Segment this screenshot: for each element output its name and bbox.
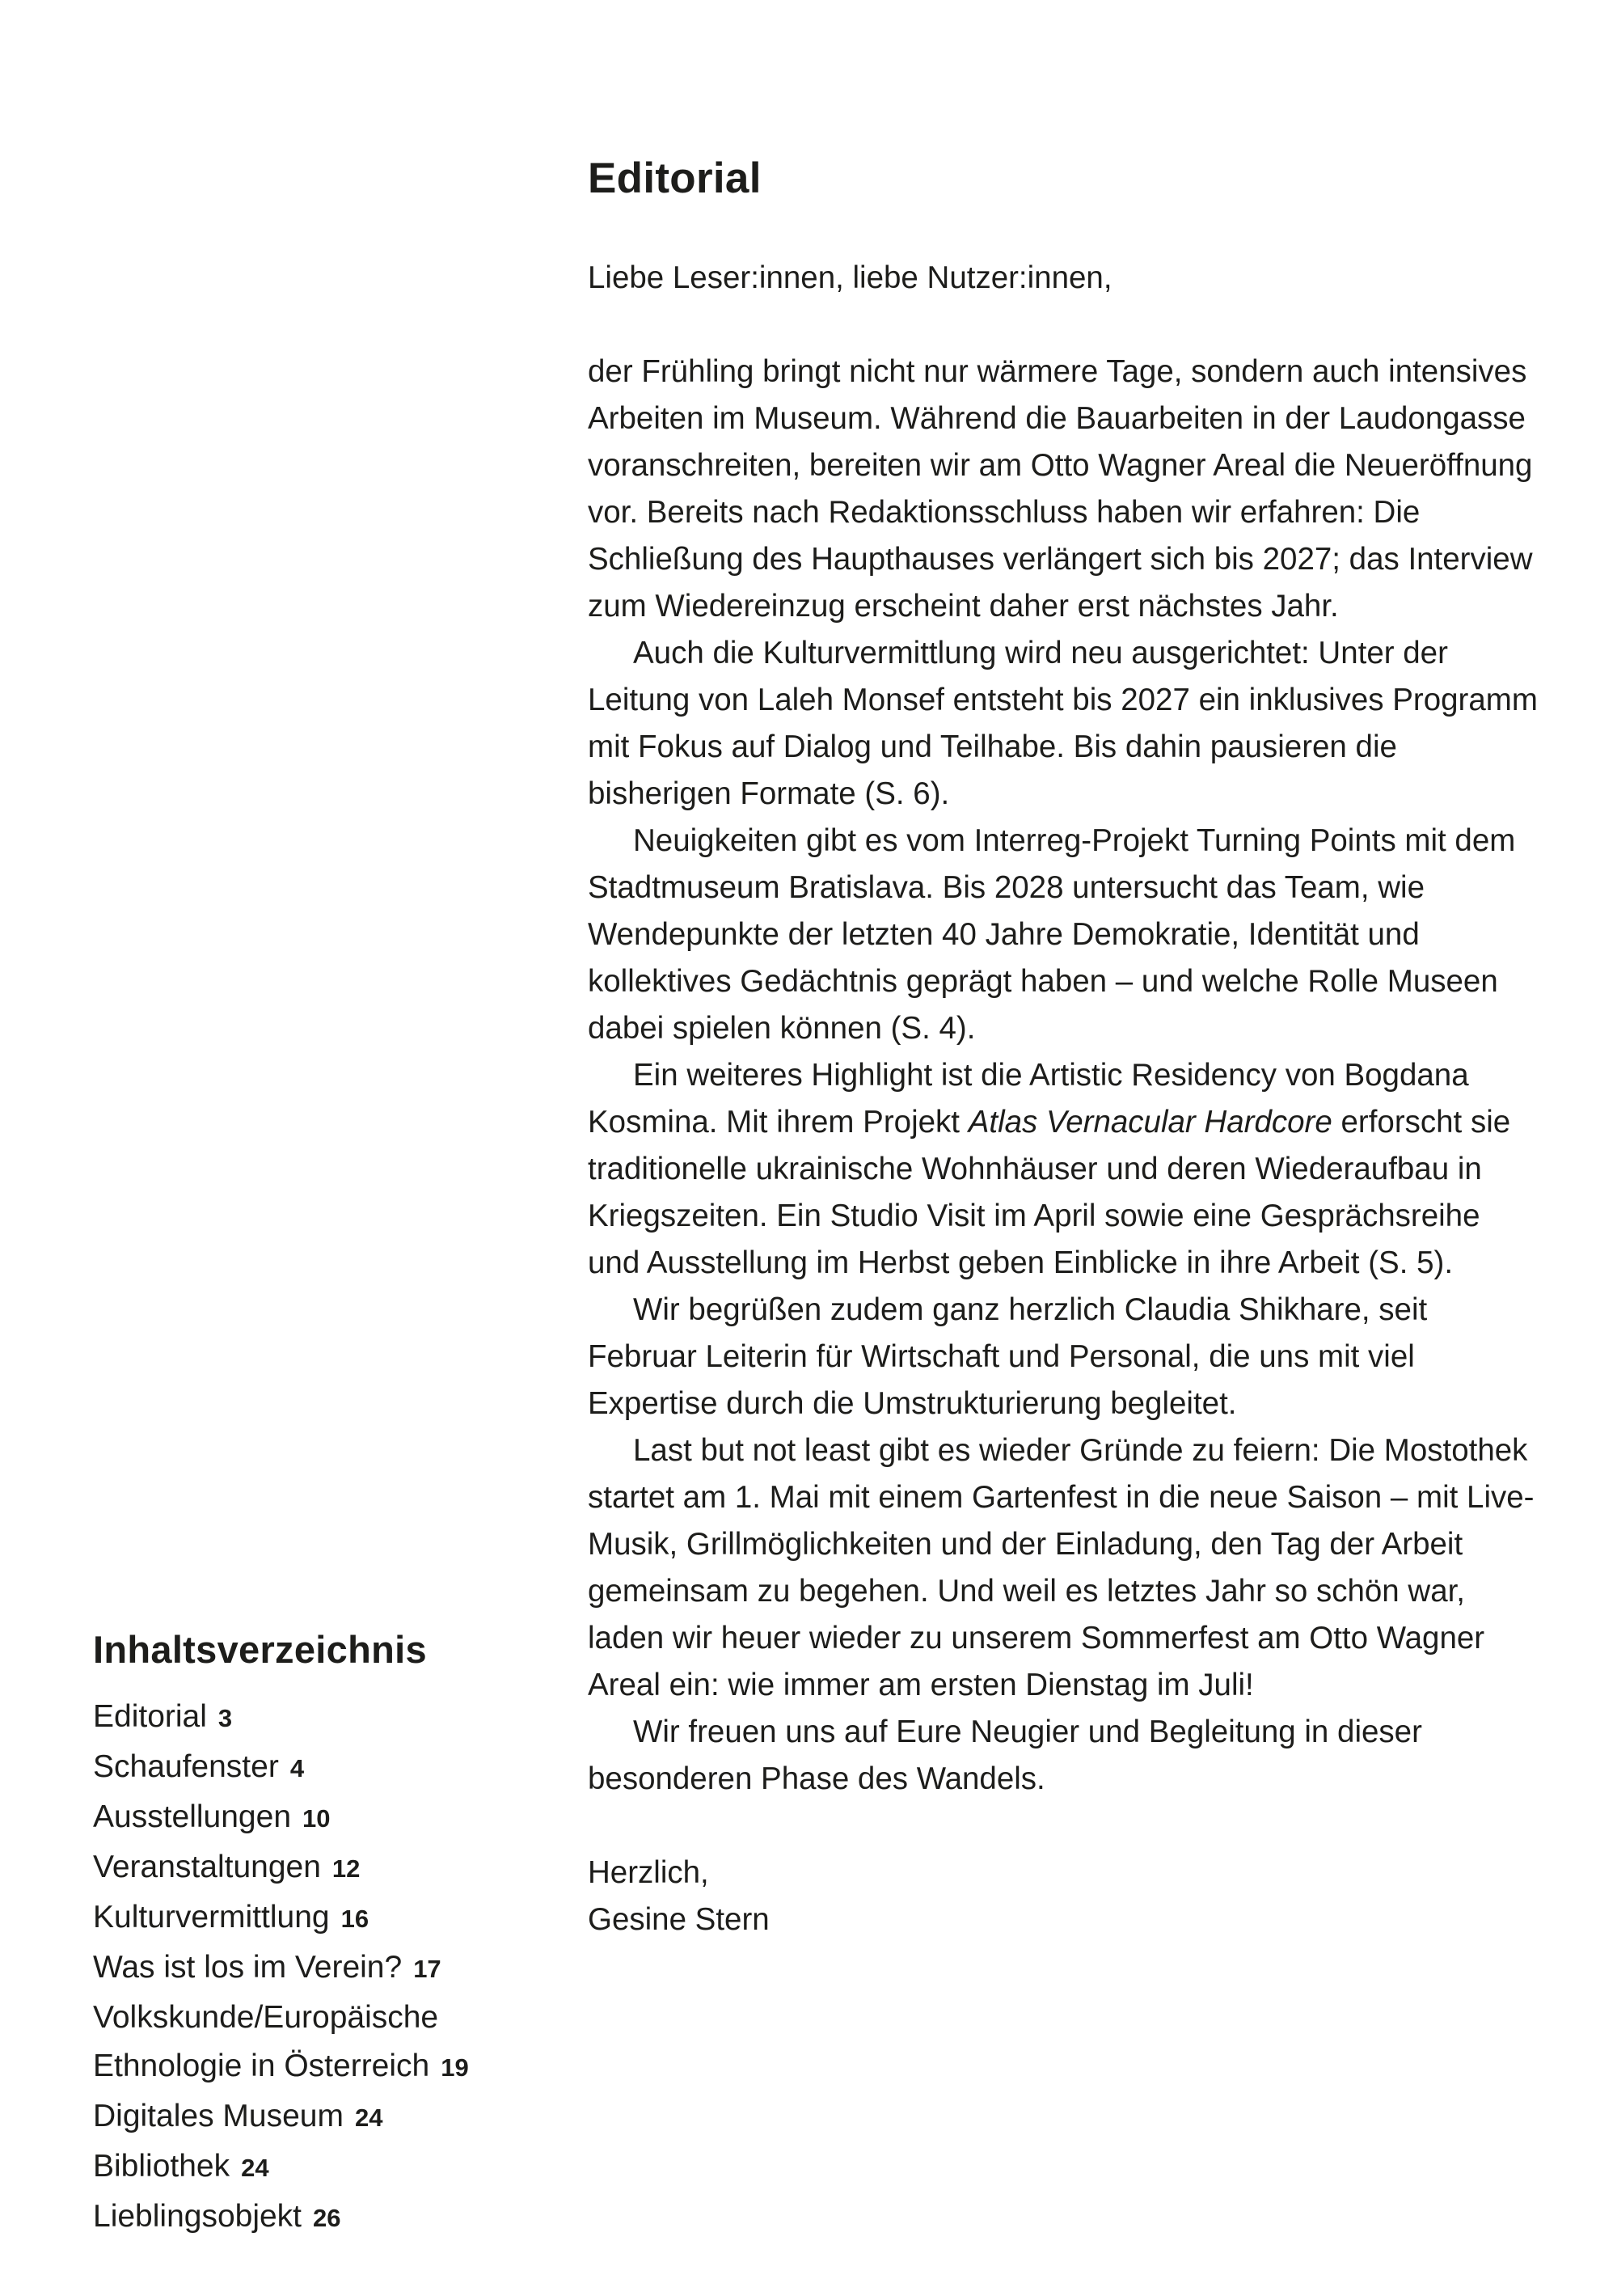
closing-word: Herzlich, <box>588 1855 709 1890</box>
table-of-contents <box>93 1627 501 2243</box>
paragraph <box>588 1709 1540 1803</box>
toc-item-label: Bibliothek <box>93 2149 230 2184</box>
toc-item-label: Volkskunde/Europäische Ethnologie in Österreich <box>93 2000 439 2083</box>
toc-item <box>93 1743 501 1793</box>
toc-item <box>93 1943 501 1994</box>
body-text: Last but not least gibt es wieder Gründe zu feiern: Die Mostothek startet am 1. Mai mit einem Gartenfest in die neue Saison – mit Live-Musik, Grillmöglichkeiten und der Einladung, den Tag der Arbeit gemeinsam zu begehen. Und weil es letztes Jahr so schön war, laden wir heuer wieder zu unserem Sommerfest am Otto Wagner Areal ein: wie immer am ersten Dienstag im Juli! <box>588 1433 1535 1702</box>
toc-item-page: 19 <box>441 2053 469 2082</box>
salutation: Liebe Leser:innen, liebe Nutzer:innen, <box>588 260 1112 295</box>
toc-item <box>93 2192 501 2243</box>
toc-item <box>93 1893 501 1943</box>
toc-item <box>93 1693 501 1743</box>
toc-item-label: Veranstaltungen <box>93 1850 321 1884</box>
body-text: Auch die Kulturvermittlung wird neu ausgerichtet: Unter der Leitung von Laleh Monsef entsteht bis 2027 ein inklusives Programm mit Fokus auf Dialog und Teilhabe. Bis dahin pausieren die bisherigen Formate (S. 6). <box>588 636 1538 811</box>
toc-item <box>93 2142 501 2192</box>
toc-item-page: 26 <box>313 2204 341 2232</box>
toc-item <box>93 1843 501 1893</box>
body-text: erforscht sie traditionelle ukrainische Wohnhäuser und deren Wiederaufbau in Kriegszeiten. Ein Studio Visit im April sowie eine Gesprächsreihe und Ausstellung im Herbst geben Einblicke in ihre Arbeit (S. 5). <box>588 1105 1511 1280</box>
paragraph <box>588 1287 1540 1427</box>
toc-list <box>93 1693 501 2243</box>
toc-item-page: 24 <box>241 2154 269 2182</box>
toc-title: Inhaltsverzeichnis <box>93 1628 427 1671</box>
toc-item <box>93 1793 501 1843</box>
paragraph <box>588 1427 1540 1709</box>
toc-item-label: Ausstellungen <box>93 1799 292 1834</box>
paragraph <box>588 349 1540 630</box>
toc-item-label: Lieblingsobjekt <box>93 2199 302 2234</box>
toc-item-label: Kulturvermittlung <box>93 1900 330 1934</box>
editorial-article <box>588 154 1540 1943</box>
toc-item-page: 12 <box>331 1854 361 1883</box>
toc-item-page: 24 <box>354 2104 383 2132</box>
toc-item-page: 4 <box>289 1754 305 1782</box>
body-text: Wir freuen uns auf Eure Neugier und Begleitung in dieser besonderen Phase des Wandels. <box>588 1715 1422 1796</box>
body-text: Wir begrüßen zudem ganz herzlich Claudia Shikhare, seit Februar Leiterin für Wirtschaft und Personal, die uns mit viel Expertise durch die Umstrukturierung begleitet. <box>588 1292 1428 1421</box>
sign-off <box>588 1850 1540 1943</box>
body-text: der Frühling bringt nicht nur wärmere Tage, sondern auch intensives Arbeiten im Museum. Während die Bauarbeiten in der Laudongasse voranschreiten, bereiten wir am Otto Wagner Areal die Neueröffnung vor. Bereits nach Redaktionsschluss haben wir erfahren: Die Schließung des Haupthauses verlängert sich bis 2027; das Interview zum Wiedereinzug erscheint daher erst nächstes Jahr. <box>588 354 1533 624</box>
paragraph <box>588 818 1540 1052</box>
editorial-body <box>588 349 1540 1803</box>
paragraph <box>588 630 1540 818</box>
toc-item-page: 10 <box>302 1804 331 1833</box>
toc-item <box>93 2092 501 2142</box>
toc-item-label: Schaufenster <box>93 1749 279 1784</box>
toc-item-label: Was ist los im Verein? <box>93 1950 403 1985</box>
toc-item-label: Digitales Museum <box>93 2099 344 2133</box>
paragraph <box>588 1052 1540 1287</box>
italic-text: Atlas Vernacular Hardcore <box>968 1105 1332 1140</box>
body-text: Ein weiteres Highlight ist die Artistic Residency von Bogdana Kosmina. Mit ihrem Projekt <box>588 1058 1469 1140</box>
editorial-title: Editorial <box>588 154 762 202</box>
signature-name: Gesine Stern <box>588 1902 770 1937</box>
toc-item-page: 16 <box>340 1905 369 1933</box>
body-text: Neuigkeiten gibt es vom Interreg-Projekt Turning Points mit dem Stadtmuseum Bratislava. Bis 2028 untersucht das Team, wie Wendepunkte der letzten 40 Jahre Demokratie, Identität und kollektives Gedächtnis geprägt haben – und welche Rolle Museen dabei spielen können (S. 4). <box>588 823 1516 1046</box>
toc-item-label: Editorial <box>93 1699 207 1734</box>
toc-item <box>93 1994 501 2092</box>
toc-item-page: 3 <box>217 1704 233 1732</box>
toc-item-page: 17 <box>413 1955 441 1983</box>
